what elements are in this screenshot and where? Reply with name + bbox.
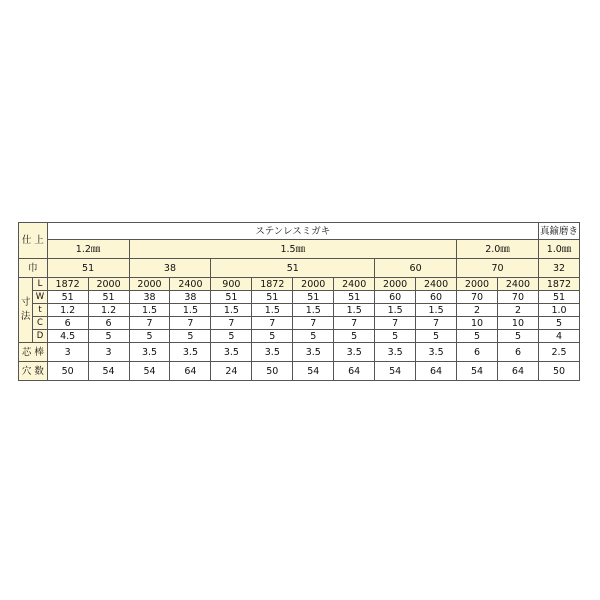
- width-value: 38: [129, 259, 211, 278]
- dimension-L-value: 2400: [170, 278, 211, 291]
- dimension-D-value: 5: [211, 330, 252, 343]
- holes-value: 64: [334, 362, 375, 381]
- dimension-D-value: 5: [497, 330, 538, 343]
- dimension-t-value: 1.5: [211, 304, 252, 317]
- dimension-W-value: 51: [211, 291, 252, 304]
- dimension-L-value: 900: [211, 278, 252, 291]
- dimension-C-value: 7: [211, 317, 252, 330]
- dimension-t-value: 1.0: [538, 304, 579, 317]
- core-value: 3: [47, 343, 88, 362]
- dimension-D-value: 5: [170, 330, 211, 343]
- dimension-D-value: 4.5: [47, 330, 88, 343]
- dimension-C-value: 5: [538, 317, 579, 330]
- width-value: 70: [457, 259, 539, 278]
- dimension-key: D: [33, 330, 47, 343]
- thickness-group-4: 1.0㎜: [538, 240, 579, 259]
- dimension-t-value: 1.2: [47, 304, 88, 317]
- dimension-L-value: 2000: [293, 278, 334, 291]
- width-value: 60: [375, 259, 457, 278]
- dimension-L-value: 1872: [252, 278, 293, 291]
- dimension-W-value: 70: [497, 291, 538, 304]
- dimension-D-value: 4: [538, 330, 579, 343]
- holes-value: 50: [252, 362, 293, 381]
- core-value: 2.5: [538, 343, 579, 362]
- width-value: 32: [538, 259, 579, 278]
- core-value: 3.5: [170, 343, 211, 362]
- dimension-C-value: 7: [416, 317, 457, 330]
- holes-value: 50: [538, 362, 579, 381]
- dimension-W-value: 51: [334, 291, 375, 304]
- core-value: 3.5: [293, 343, 334, 362]
- dimensions-label: [19, 278, 33, 343]
- dimension-C-value: 7: [170, 317, 211, 330]
- dimension-C-value: 6: [47, 317, 88, 330]
- dimension-C-value: 7: [129, 317, 170, 330]
- spec-table: [18, 222, 580, 381]
- thickness-group-2: 1.5㎜: [129, 240, 457, 259]
- dimension-D-value: 5: [129, 330, 170, 343]
- dimension-D-value: 5: [334, 330, 375, 343]
- dimension-W-value: 38: [129, 291, 170, 304]
- dimension-C-value: 7: [334, 317, 375, 330]
- dimension-L-value: 1872: [47, 278, 88, 291]
- width-value: 51: [211, 259, 375, 278]
- dimension-C-value: 6: [88, 317, 129, 330]
- dimension-L-value: 2400: [416, 278, 457, 291]
- dim-row-C: [19, 317, 580, 330]
- dimension-C-value: 7: [375, 317, 416, 330]
- finish-stainless: ステンレスミガキ: [47, 223, 538, 240]
- dim-row-D: [19, 330, 580, 343]
- holes-value: 64: [416, 362, 457, 381]
- core-value: 3.5: [211, 343, 252, 362]
- dimension-C-value: 10: [497, 317, 538, 330]
- thickness-group-3: 2.0㎜: [457, 240, 539, 259]
- holes-value: 64: [170, 362, 211, 381]
- thickness-group-1: 1.2㎜: [47, 240, 129, 259]
- dimension-t-value: 1.5: [170, 304, 211, 317]
- dimension-D-value: 5: [88, 330, 129, 343]
- holes-value: 54: [457, 362, 498, 381]
- holes-value: 54: [293, 362, 334, 381]
- dimension-L-value: 2000: [457, 278, 498, 291]
- dim-row-W: [19, 291, 580, 304]
- dimension-t-value: 1.5: [252, 304, 293, 317]
- dimensions-label-bottom: 法: [20, 311, 31, 322]
- holes-value: 24: [211, 362, 252, 381]
- holes-value: 64: [497, 362, 538, 381]
- width-label: 巾: [19, 259, 48, 278]
- width-value: 51: [47, 259, 129, 278]
- dimension-D-value: 5: [252, 330, 293, 343]
- holes-value: 54: [88, 362, 129, 381]
- core-value: 3.5: [252, 343, 293, 362]
- dimension-D-value: 5: [416, 330, 457, 343]
- dimension-t-value: 1.5: [416, 304, 457, 317]
- dimension-C-value: 7: [293, 317, 334, 330]
- holes-label: 穴 数: [19, 362, 48, 381]
- dimension-W-value: 70: [457, 291, 498, 304]
- holes-value: 54: [375, 362, 416, 381]
- dimension-t-value: 2: [497, 304, 538, 317]
- dimension-W-value: 51: [88, 291, 129, 304]
- core-value: 3.5: [334, 343, 375, 362]
- dimension-C-value: 7: [252, 317, 293, 330]
- dimension-W-value: 60: [375, 291, 416, 304]
- dimension-W-value: 51: [47, 291, 88, 304]
- core-value: 6: [457, 343, 498, 362]
- holes-value: 54: [129, 362, 170, 381]
- dimension-D-value: 5: [457, 330, 498, 343]
- dimension-L-value: 2400: [334, 278, 375, 291]
- core-value: 3.5: [375, 343, 416, 362]
- core-row: [19, 343, 580, 362]
- dimension-L-value: 2000: [375, 278, 416, 291]
- dimension-t-value: 1.5: [293, 304, 334, 317]
- dimension-D-value: 5: [293, 330, 334, 343]
- dim-row-t: [19, 304, 580, 317]
- holes-row: [19, 362, 580, 381]
- dimension-W-value: 51: [293, 291, 334, 304]
- width-row: [19, 259, 580, 278]
- dimension-W-value: 60: [416, 291, 457, 304]
- core-value: 3.5: [416, 343, 457, 362]
- dimension-t-value: 1.5: [129, 304, 170, 317]
- dimension-L-value: 2000: [129, 278, 170, 291]
- dimensions-label-top: 寸: [20, 297, 31, 308]
- dimension-C-value: 10: [457, 317, 498, 330]
- dimension-W-value: 38: [170, 291, 211, 304]
- dim-row-L: [19, 278, 580, 291]
- dimension-t-value: 1.2: [88, 304, 129, 317]
- thickness-row: [19, 240, 580, 259]
- dimension-L-value: 2000: [88, 278, 129, 291]
- finish-row: [19, 223, 580, 240]
- dimension-key: C: [33, 317, 47, 330]
- dimension-key: W: [33, 291, 47, 304]
- core-value: 3.5: [129, 343, 170, 362]
- core-value: 6: [497, 343, 538, 362]
- dimension-L-value: 2400: [497, 278, 538, 291]
- dimension-t-value: 1.5: [375, 304, 416, 317]
- dimension-t-value: 1.5: [334, 304, 375, 317]
- core-label: 芯 棒: [19, 343, 48, 362]
- dimension-W-value: 51: [252, 291, 293, 304]
- finish-nickel: 真鍮磨き: [538, 223, 579, 240]
- holes-value: 50: [47, 362, 88, 381]
- core-value: 3: [88, 343, 129, 362]
- finish-label: 仕 上: [19, 223, 48, 259]
- dimension-L-value: 1872: [538, 278, 579, 291]
- dimension-t-value: 2: [457, 304, 498, 317]
- dimension-key: t: [33, 304, 47, 317]
- dimension-D-value: 5: [375, 330, 416, 343]
- dimension-W-value: 51: [538, 291, 579, 304]
- dimension-key: L: [33, 278, 47, 291]
